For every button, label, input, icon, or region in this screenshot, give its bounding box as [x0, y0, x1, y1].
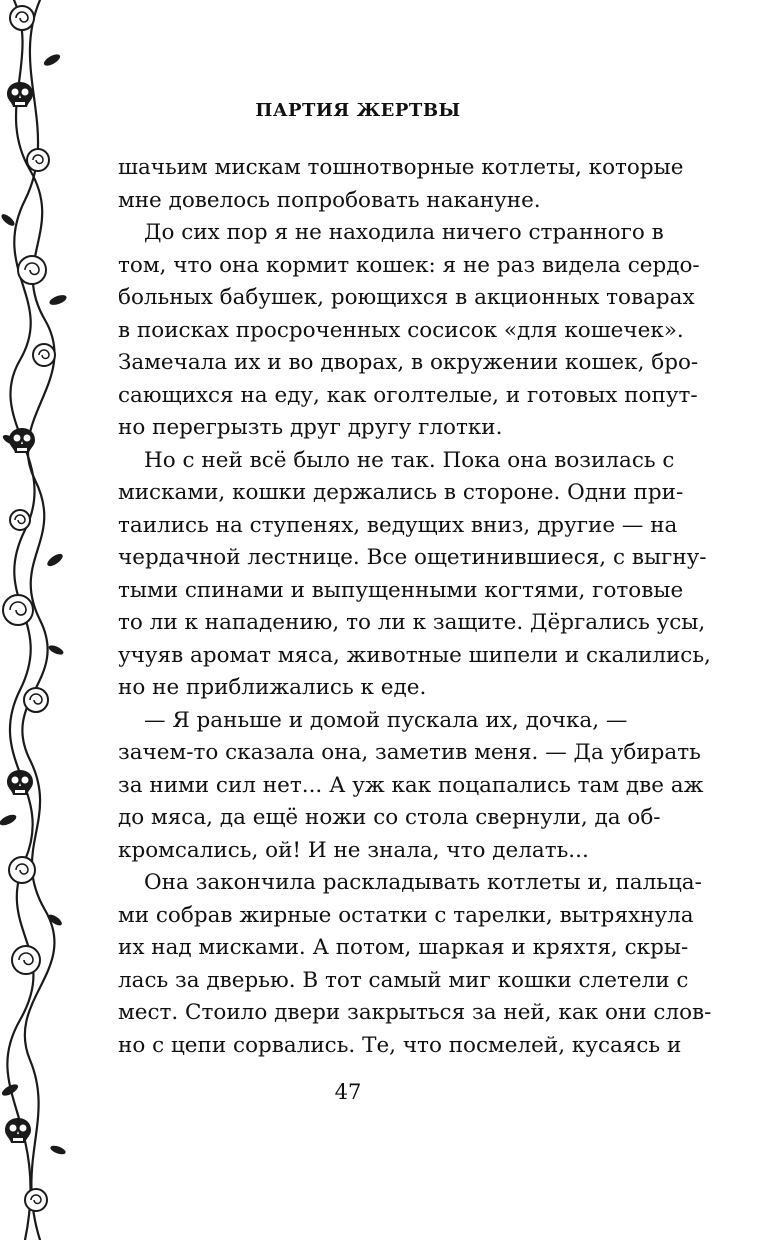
text-line: мест. Стоило двери закрыться за ней, как они слов-	[118, 1000, 712, 1025]
rose-icon	[9, 857, 35, 883]
rose-icon	[10, 6, 34, 30]
body-text	[118, 152, 712, 1062]
text-line: зачем-то сказала она, заметив меня. — Да убирать	[118, 740, 701, 765]
paragraph-start-line: — Я раньше и домой пускала их, дочка, —	[144, 707, 628, 733]
rose-icon	[3, 595, 33, 625]
text-line: мисками, кошки держались в стороне. Одни при-	[118, 480, 684, 505]
text-line: за ними сил нет... А уж как поцапались там две аж	[118, 772, 704, 798]
paragraph-start-line: До сих пор я не находила ничего странного в	[144, 220, 664, 245]
rose-icon	[33, 344, 55, 366]
text-line: то ли к нападению, то ли к защите. Дёргались усы,	[118, 610, 706, 635]
text-line: до мяса, да ещё ножи со стола свернули, да об-	[118, 805, 661, 830]
page-number: 47	[334, 1080, 362, 1104]
rose-icon	[24, 688, 48, 712]
text-line: ми собрав жирные остатки с тарелки, вытряхнула	[118, 902, 694, 928]
text-line: больных бабушек, роющихся в акционных товарах	[118, 285, 695, 310]
text-line: в поисках просроченных сосисок «для кошечек».	[118, 317, 684, 343]
text-line: тыми спинами и выпущенными когтями, готовые	[118, 577, 684, 603]
text-line: сающихся на еду, как оголтелые, и готовых попут-	[118, 382, 698, 408]
text-line: но не приближались к еде.	[118, 675, 427, 700]
text-line: том, что она кормит кошек: я не раз видела сердо-	[118, 252, 700, 278]
text-line: таились на ступенях, ведущих вниз, другие — на	[118, 512, 678, 538]
rose-icon	[27, 149, 49, 171]
text-line: их над мисками. А потом, шаркая и кряхтя, скры-	[118, 935, 689, 960]
skull-icon	[7, 82, 33, 107]
paragraph-start-line: Но с ней всё было не так. Пока она возилась с	[144, 447, 675, 473]
text-line: шачьим мискам тошнотворные котлеты, которые	[118, 155, 684, 180]
text-line: но перегрызть друг другу глотки.	[118, 415, 503, 440]
rose-icon	[18, 256, 46, 284]
text-line: кромсались, ой! И не знала, что делать...	[118, 837, 589, 863]
text-line: Замечала их и во дворах, в окружении кошек, бро-	[118, 350, 699, 375]
text-line: но с цепи сорвались. Те, что посмелей, кусаясь и	[118, 1032, 682, 1058]
skull-icon	[5, 1118, 31, 1143]
rose-icon	[12, 946, 40, 974]
skull-icon	[7, 770, 33, 795]
rose-icon	[10, 510, 30, 530]
text-line: чердачной лестнице. Все ощетинившиеся, с выгну-	[118, 545, 707, 570]
text-line: мне довелось попробовать накануне.	[118, 187, 541, 213]
text-line: лась за дверью. В тот самый миг кошки слетели с	[118, 967, 689, 993]
paragraph-start-line: Она закончила раскладывать котлеты и, пальца-	[144, 870, 702, 895]
running-header: ПАРТИЯ ЖЕРТВЫ	[255, 100, 461, 121]
decorative-border	[0, 0, 82, 1240]
rose-icon	[25, 1189, 47, 1211]
skull-icon	[9, 428, 35, 453]
text-line: учуяв аромат мяса, животные шипели и скалились,	[118, 642, 711, 668]
